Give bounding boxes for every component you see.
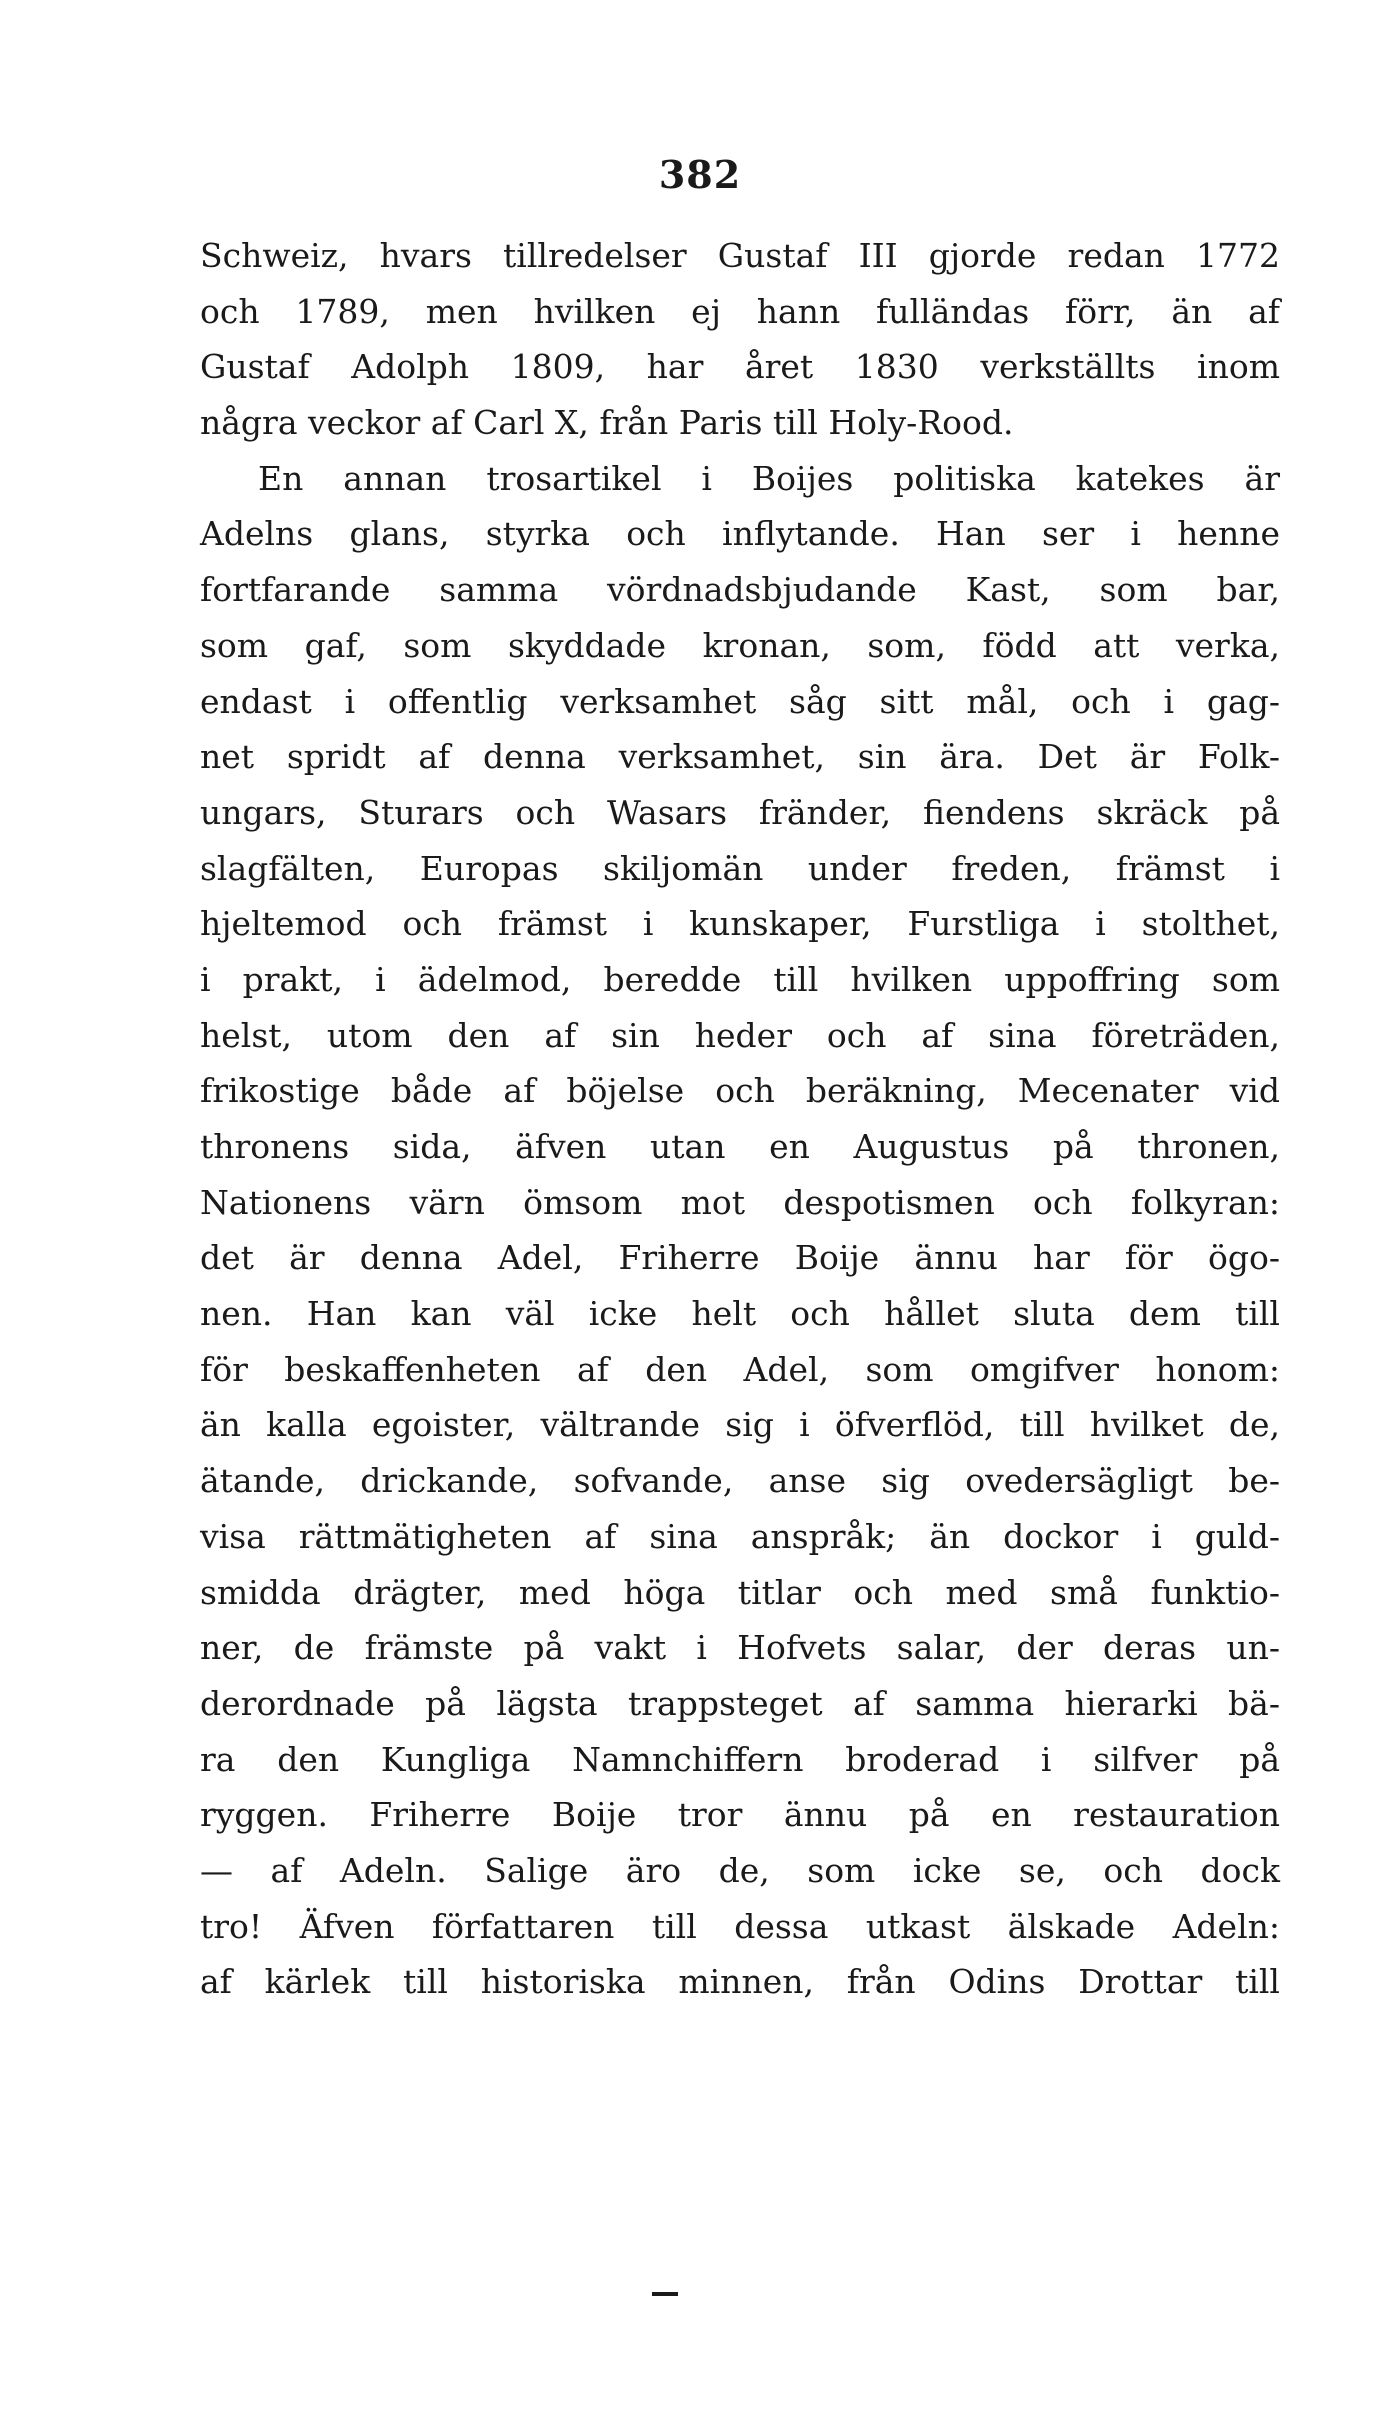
text-line: fortfarande samma vördnadsbjudande Kast, som bar, [200, 570, 1280, 610]
text-line: frikostige både af böjelse och beräkning, Mecenater vid [200, 1071, 1280, 1111]
text-line: slagfälten, Europas skiljomän under freden, främst i [200, 848, 1280, 888]
text-line: En annan trosartikel i Boijes politiska katekes är [258, 458, 1280, 498]
page-number: 382 [658, 152, 742, 197]
text-line: Schweiz, hvars tillredelser Gustaf III gjorde redan 1772 [200, 236, 1280, 275]
text-line: ra den Kungliga Namnchiffern broderad i silfver på [200, 1739, 1280, 1779]
text-line: nen. Han kan väl icke helt och hållet sluta dem till [200, 1294, 1280, 1334]
text-line: ätande, drickande, sofvande, anse sig ovedersägligt be- [200, 1461, 1280, 1501]
text-line: thronens sida, äfven utan en Augustus på thronen, [200, 1127, 1280, 1166]
text-line: smidda drägter, med höga titlar och med små funktio- [200, 1572, 1280, 1612]
text-line: ungars, Sturars och Wasars fränder, fiendens skräck på [200, 792, 1280, 832]
text-line: visa rättmätigheten af sina anspråk; än dockor i guld- [200, 1516, 1280, 1556]
text-line: net spridt af denna verksamhet, sin ära. Det är Folk- [200, 737, 1280, 777]
text-line: — af Adeln. Salige äro de, som icke se, och dock [200, 1850, 1280, 1890]
text-line: hjeltemod och främst i kunskaper, Furstliga i stolthet, [200, 904, 1280, 944]
text-line: än kalla egoister, vältrande sig i öfverflöd, till hvilket de, [200, 1405, 1280, 1445]
text-line: Nationens värn ömsom mot despotismen och folkyran: [200, 1182, 1280, 1222]
text-line: ner, de främste på vakt i Hofvets salar, der deras un- [200, 1628, 1280, 1668]
body-text [200, 228, 1280, 2010]
text-line: endast i offentlig verksamhet såg sitt mål, och i gag- [200, 681, 1280, 721]
text-line: som gaf, som skyddade kronan, som, född att verka, [200, 625, 1280, 665]
text-line: det är denna Adel, Friherre Boije ännu har för ögo- [200, 1238, 1280, 1278]
text-line: och 1789, men hvilken ej hann fulländas förr, än af [200, 291, 1280, 331]
footer-dash-mark [652, 2292, 678, 2296]
text-line: af kärlek till historiska minnen, från Odins Drottar till [200, 1962, 1280, 2002]
text-line: några veckor af Carl X, från Paris till Holy-Rood. [200, 403, 1014, 443]
text-line: tro! Äfven författaren till dessa utkast älskade Adeln: [200, 1906, 1280, 1946]
text-line: ryggen. Friherre Boije tror ännu på en restauration [200, 1795, 1280, 1835]
text-line: helst, utom den af sin heder och af sina företräden, [200, 1015, 1280, 1055]
text-line: derordnade på lägsta trappsteget af samma hierarki bä- [200, 1683, 1280, 1723]
text-line: Gustaf Adolph 1809, har året 1830 verkställts inom [200, 347, 1280, 387]
text-line: för beskaffenheten af den Adel, som omgifver honom: [200, 1349, 1280, 1389]
text-line: i prakt, i ädelmod, beredde till hvilken uppoffring som [200, 959, 1280, 999]
text-line: Adelns glans, styrka och inflytande. Han ser i henne [200, 514, 1280, 554]
